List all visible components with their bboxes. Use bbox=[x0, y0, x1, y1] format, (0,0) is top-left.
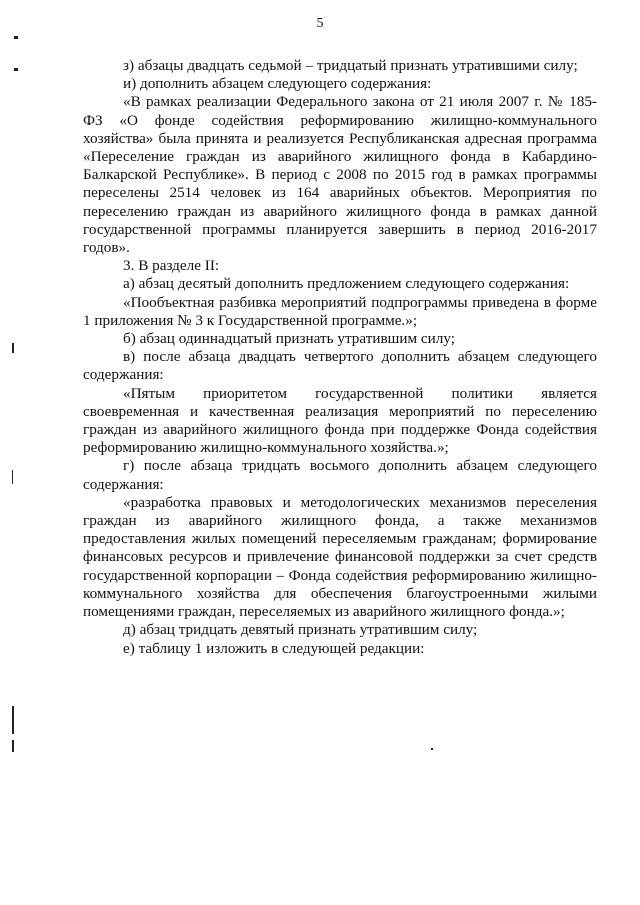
scan-mark bbox=[12, 706, 14, 734]
paragraph-federal-law-quote: «В рамках реализации Федерального закона от 21 июля 2007 г. № 185-ФЗ «О фонде содействия реформированию жилищно-коммунального хозяйства» была принята и реализуется Республиканская адресная программа «Переселение граждан из аварийного жилищного фонда в Кабардино-Балкарской Республике». В период с 2008 по 2015 год в рамках программы переселены 2514 человек из 164 аварийных объектов. Мероприятия по переселению граждан из аварийного жилищного фонда в рамках данной государственной программы планируется завершить в период 2016-2017 годов». bbox=[83, 93, 597, 257]
document-body bbox=[83, 57, 597, 658]
paragraph-i: и) дополнить абзацем следующего содержания: bbox=[123, 75, 432, 93]
paragraph-d: д) абзац тридцать девятый признать утратившим силу; bbox=[123, 621, 478, 639]
scan-mark bbox=[12, 343, 14, 353]
paragraph-g: г) после абзаца тридцать восьмого дополнить абзацем следующего содержания: bbox=[83, 457, 597, 493]
scan-mark bbox=[14, 68, 18, 71]
paragraph-v: в) после абзаца двадцать четвертого дополнить абзацем следующего содержания: bbox=[83, 348, 597, 384]
paragraph-z: з) абзацы двадцать седьмой – тридцатый признать утратившими силу; bbox=[123, 57, 578, 74]
scan-mark bbox=[431, 748, 433, 750]
scan-mark bbox=[12, 470, 13, 484]
paragraph-mechanisms-quote: «разработка правовых и методологических механизмов переселения граждан из аварийного жилищного фонда, а также механизмов предоставления жилых помещений переселяемым гражданам; формирование финансовых ресурсов и привлечение финансовой поддержки за счет средств государственной корпорации – Фонда содействия реформированию жилищно-коммунального хозяйства для обеспечения благоустроенными жилыми помещениями граждан, переселяемых из аварийного жилищного фонда.»; bbox=[83, 493, 597, 621]
paragraph-section-heading: 3. В разделе II: bbox=[123, 257, 220, 275]
scan-mark bbox=[14, 36, 18, 39]
paragraph-a: а) абзац десятый дополнить предложением следующего содержания: bbox=[123, 275, 570, 293]
scan-mark bbox=[12, 740, 14, 752]
page-number: 5 bbox=[316, 16, 324, 31]
paragraph-priority-quote: «Пятым приоритетом государственной политики является своевременная и качественная реализация мероприятий по переселению граждан из аварийного жилищного фонда при поддержке Фонда содействия реформированию жилищно-коммунального хозяйства.»; bbox=[83, 384, 597, 457]
paragraph-breakdown-quote: «Пообъектная разбивка мероприятий подпрограммы приведена в форме 1 приложения № 3 к Государственной программе.»; bbox=[83, 293, 597, 329]
paragraph-b: б) абзац одиннадцатый признать утратившим силу; bbox=[123, 330, 455, 348]
paragraph-e: е) таблицу 1 изложить в следующей редакции: bbox=[123, 639, 425, 657]
